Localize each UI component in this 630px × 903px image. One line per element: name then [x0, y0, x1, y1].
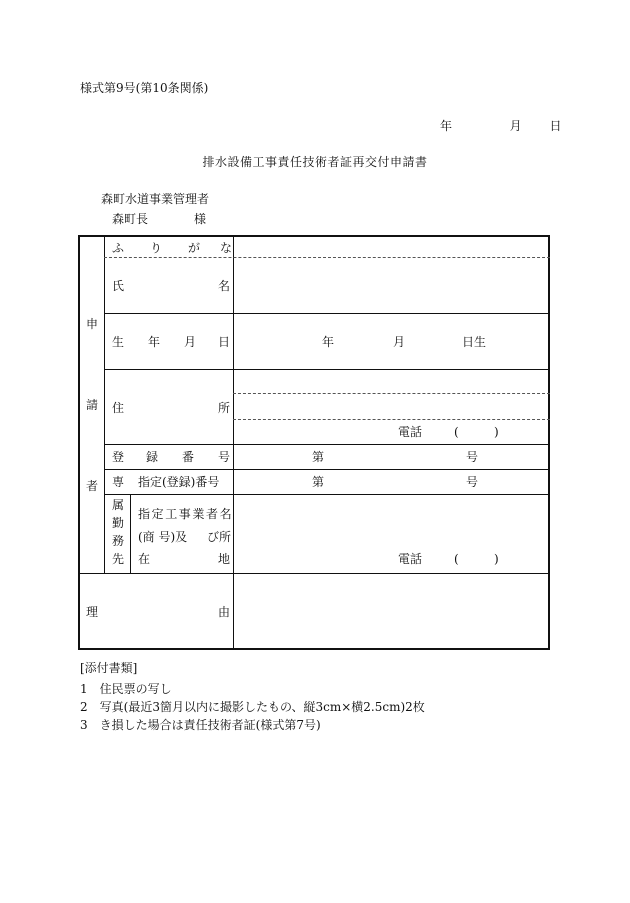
furigana-char-1: ふ	[112, 241, 125, 255]
contractor-label-line2b: び所	[207, 530, 232, 544]
name-label-1: 氏	[112, 279, 125, 293]
addressee-line2	[112, 213, 206, 225]
contractor-input[interactable]	[240, 499, 540, 539]
addressee-line1: 森町水道事業管理者	[101, 192, 210, 206]
address-phone-close: )	[494, 425, 499, 439]
workplace-label-4: 務	[112, 534, 125, 548]
address-label-2: 所	[218, 401, 231, 415]
addressee-mayor: 森町長	[112, 212, 149, 226]
date-day: 日	[549, 119, 562, 133]
contractor-phone-open: (	[454, 552, 459, 566]
registration-label-4: 号	[218, 450, 231, 464]
attachment-item-3: 3 き損した場合は責任技術者証(様式第7号)	[80, 718, 321, 732]
birthdate-label-1: 生	[112, 335, 125, 349]
furigana-input[interactable]	[240, 239, 540, 255]
birthdate-day-unit: 日生	[462, 335, 487, 349]
furigana-char-2: り	[150, 241, 163, 255]
attachment-item-2: 2 写真(最近3箇月以内に撮影したもの、縦3cm×横2.5cm)2枚	[80, 700, 425, 714]
address-input[interactable]	[240, 373, 540, 417]
reason-label-1: 理	[86, 605, 99, 619]
workplace-label-5: 先	[112, 552, 125, 566]
workplace-label-3: 勤	[112, 516, 125, 530]
date-line	[440, 120, 562, 132]
reason-input[interactable]	[240, 579, 540, 643]
contractor-label-line3a: 在	[138, 552, 151, 566]
address-label-1: 住	[112, 401, 125, 415]
registration-label-1: 登	[112, 450, 125, 464]
designation-number-suffix: 号	[466, 475, 479, 489]
attachment-item-1: 1 住民票の写し	[80, 682, 172, 696]
applicant-label-2: 請	[86, 398, 99, 412]
contractor-phone-label: 電話	[398, 552, 423, 566]
birthdate-label-4: 日	[218, 335, 231, 349]
designation-number-prefix: 第	[312, 475, 325, 489]
contractor-label-line3b: 地	[218, 552, 231, 566]
workplace-label-2: 属	[112, 498, 125, 512]
registration-number-suffix: 号	[466, 450, 479, 464]
birthdate-month-unit: 月	[393, 335, 406, 349]
contractor-phone-close: )	[494, 552, 499, 566]
reason-label-2: 由	[218, 605, 231, 619]
registration-label-2: 録	[146, 450, 159, 464]
address-phone-open: (	[454, 425, 459, 439]
date-year: 年	[440, 119, 453, 133]
form-number: 様式第9号(第10条関係)	[80, 81, 209, 95]
applicant-label-1: 申	[86, 317, 99, 331]
applicant-label-3: 者	[86, 479, 99, 493]
registration-label-3: 番	[182, 450, 195, 464]
birthdate-label-2: 年	[148, 335, 161, 349]
furigana-char-3: が	[188, 241, 201, 255]
contractor-label-line2a: (商 号)及	[138, 530, 188, 544]
document-title: 排水設備工事責任技術者証再交付申請書	[202, 155, 428, 169]
application-form-table	[78, 235, 550, 650]
name-label-2: 名	[218, 279, 231, 293]
designation-number-label: 指定(登録)番号	[138, 475, 220, 489]
furigana-char-4: な	[220, 241, 233, 255]
addressee-honorific: 様	[194, 212, 207, 226]
date-month: 月	[509, 119, 522, 133]
birthdate-year-unit: 年	[322, 335, 335, 349]
name-input[interactable]	[240, 261, 540, 309]
workplace-label-1: 専	[112, 475, 125, 489]
registration-number-prefix: 第	[312, 450, 325, 464]
attachments-heading: [添付書類]	[80, 661, 138, 675]
contractor-label-line1: 指定工事業者名	[138, 507, 234, 521]
birthdate-label-3: 月	[184, 335, 197, 349]
address-phone-label: 電話	[398, 425, 423, 439]
